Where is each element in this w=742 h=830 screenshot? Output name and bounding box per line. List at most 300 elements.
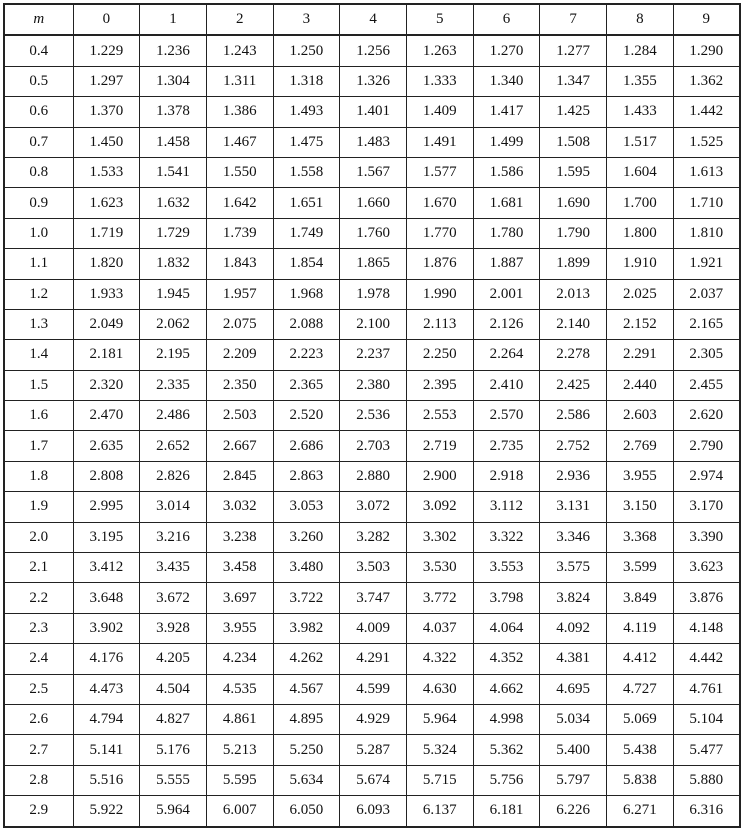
value-cell: 1.719 <box>73 218 140 248</box>
value-cell: 5.477 <box>673 735 740 765</box>
value-cell: 1.854 <box>273 249 340 279</box>
value-cell: 5.595 <box>206 765 273 795</box>
value-cell: 1.362 <box>673 66 740 96</box>
table-row <box>4 249 740 279</box>
value-cell: 3.390 <box>673 522 740 552</box>
value-cell: 2.570 <box>473 401 540 431</box>
value-cell: 2.250 <box>406 340 473 370</box>
table-row <box>4 35 740 66</box>
value-cell: 6.181 <box>473 796 540 827</box>
value-cell: 3.902 <box>73 613 140 643</box>
value-cell: 1.263 <box>406 35 473 66</box>
row-m-cell: 2.2 <box>4 583 73 613</box>
value-cell: 3.648 <box>73 583 140 613</box>
value-cell: 2.195 <box>140 340 207 370</box>
value-cell: 2.553 <box>406 401 473 431</box>
value-cell: 1.378 <box>140 97 207 127</box>
value-cell: 1.832 <box>140 249 207 279</box>
value-cell: 4.234 <box>206 644 273 674</box>
value-cell: 2.790 <box>673 431 740 461</box>
table-row <box>4 218 740 248</box>
table-row <box>4 370 740 400</box>
value-cell: 1.284 <box>607 35 674 66</box>
value-cell: 5.250 <box>273 735 340 765</box>
value-cell: 2.395 <box>406 370 473 400</box>
value-cell: 2.486 <box>140 401 207 431</box>
header-col-7: 7 <box>540 4 607 35</box>
value-cell: 1.700 <box>607 188 674 218</box>
value-cell: 3.260 <box>273 522 340 552</box>
value-cell: 1.876 <box>406 249 473 279</box>
table-row <box>4 401 740 431</box>
value-cell: 3.112 <box>473 492 540 522</box>
table-row <box>4 644 740 674</box>
value-cell: 4.119 <box>607 613 674 643</box>
value-cell: 6.007 <box>206 796 273 827</box>
table-row <box>4 735 740 765</box>
value-cell: 3.955 <box>607 461 674 491</box>
value-cell: 2.025 <box>607 279 674 309</box>
value-cell: 2.088 <box>273 309 340 339</box>
value-cell: 5.287 <box>340 735 407 765</box>
value-cell: 1.978 <box>340 279 407 309</box>
value-cell: 1.370 <box>73 97 140 127</box>
table-row <box>4 279 740 309</box>
value-cell: 6.271 <box>607 796 674 827</box>
value-cell: 3.368 <box>607 522 674 552</box>
value-cell: 1.558 <box>273 157 340 187</box>
value-cell: 1.483 <box>340 127 407 157</box>
value-cell: 3.072 <box>340 492 407 522</box>
value-cell: 3.553 <box>473 553 540 583</box>
value-cell: 1.739 <box>206 218 273 248</box>
value-cell: 5.797 <box>540 765 607 795</box>
header-col-4: 4 <box>340 4 407 35</box>
value-cell: 2.686 <box>273 431 340 461</box>
value-cell: 1.623 <box>73 188 140 218</box>
value-cell: 1.604 <box>607 157 674 187</box>
value-cell: 1.760 <box>340 218 407 248</box>
value-cell: 1.642 <box>206 188 273 218</box>
value-cell: 1.810 <box>673 218 740 248</box>
value-cell: 4.291 <box>340 644 407 674</box>
row-m-cell: 2.3 <box>4 613 73 643</box>
value-cell: 3.575 <box>540 553 607 583</box>
table-row <box>4 765 740 795</box>
value-cell: 3.503 <box>340 553 407 583</box>
value-cell: 1.820 <box>73 249 140 279</box>
value-cell: 1.508 <box>540 127 607 157</box>
value-cell: 1.887 <box>473 249 540 279</box>
value-cell: 1.493 <box>273 97 340 127</box>
value-cell: 4.929 <box>340 704 407 734</box>
value-cell: 3.480 <box>273 553 340 583</box>
value-cell: 2.126 <box>473 309 540 339</box>
value-cell: 3.014 <box>140 492 207 522</box>
value-cell: 1.613 <box>673 157 740 187</box>
table-row <box>4 157 740 187</box>
value-cell: 3.772 <box>406 583 473 613</box>
value-cell: 4.761 <box>673 674 740 704</box>
value-cell: 4.998 <box>473 704 540 734</box>
row-m-cell: 0.5 <box>4 66 73 96</box>
value-cell: 4.794 <box>73 704 140 734</box>
header-col-1: 1 <box>140 4 207 35</box>
value-cell: 1.899 <box>540 249 607 279</box>
value-cell: 3.599 <box>607 553 674 583</box>
value-cell: 2.410 <box>473 370 540 400</box>
value-cell: 1.933 <box>73 279 140 309</box>
value-cell: 1.790 <box>540 218 607 248</box>
value-cell: 6.226 <box>540 796 607 827</box>
value-cell: 2.062 <box>140 309 207 339</box>
value-cell: 4.381 <box>540 644 607 674</box>
value-cell: 6.093 <box>340 796 407 827</box>
value-cell: 2.264 <box>473 340 540 370</box>
value-cell: 1.865 <box>340 249 407 279</box>
value-cell: 1.957 <box>206 279 273 309</box>
value-cell: 5.838 <box>607 765 674 795</box>
value-cell: 1.577 <box>406 157 473 187</box>
value-cell: 1.475 <box>273 127 340 157</box>
value-cell: 3.216 <box>140 522 207 552</box>
value-cell: 2.520 <box>273 401 340 431</box>
row-m-cell: 1.4 <box>4 340 73 370</box>
value-cell: 3.435 <box>140 553 207 583</box>
value-cell: 1.681 <box>473 188 540 218</box>
table-body <box>4 35 740 826</box>
value-cell: 3.672 <box>140 583 207 613</box>
table-row <box>4 553 740 583</box>
value-cell: 1.256 <box>340 35 407 66</box>
value-cell: 4.695 <box>540 674 607 704</box>
value-cell: 2.237 <box>340 340 407 370</box>
value-cell: 3.955 <box>206 613 273 643</box>
row-m-cell: 2.7 <box>4 735 73 765</box>
table-row <box>4 492 740 522</box>
row-m-cell: 1.8 <box>4 461 73 491</box>
value-cell: 2.165 <box>673 309 740 339</box>
row-m-cell: 1.0 <box>4 218 73 248</box>
header-m: m <box>4 4 73 35</box>
value-cell: 2.278 <box>540 340 607 370</box>
row-m-cell: 2.5 <box>4 674 73 704</box>
value-cell: 3.170 <box>673 492 740 522</box>
table-row <box>4 674 740 704</box>
value-cell: 2.470 <box>73 401 140 431</box>
value-cell: 1.290 <box>673 35 740 66</box>
value-cell: 2.291 <box>607 340 674 370</box>
value-cell: 4.262 <box>273 644 340 674</box>
value-cell: 5.141 <box>73 735 140 765</box>
value-cell: 4.009 <box>340 613 407 643</box>
header-col-8: 8 <box>607 4 674 35</box>
header-col-6: 6 <box>473 4 540 35</box>
value-cell: 2.603 <box>607 401 674 431</box>
value-cell: 3.412 <box>73 553 140 583</box>
value-cell: 3.849 <box>607 583 674 613</box>
value-cell: 1.433 <box>607 97 674 127</box>
value-cell: 1.243 <box>206 35 273 66</box>
value-cell: 2.995 <box>73 492 140 522</box>
value-cell: 3.092 <box>406 492 473 522</box>
value-cell: 2.752 <box>540 431 607 461</box>
row-m-cell: 2.1 <box>4 553 73 583</box>
row-m-cell: 2.8 <box>4 765 73 795</box>
table-row <box>4 97 740 127</box>
value-cell: 1.326 <box>340 66 407 96</box>
header-col-9: 9 <box>673 4 740 35</box>
value-cell: 2.209 <box>206 340 273 370</box>
value-cell: 2.075 <box>206 309 273 339</box>
value-cell: 1.250 <box>273 35 340 66</box>
value-cell: 5.324 <box>406 735 473 765</box>
value-cell: 3.722 <box>273 583 340 613</box>
value-cell: 5.034 <box>540 704 607 734</box>
value-cell: 2.918 <box>473 461 540 491</box>
value-cell: 4.861 <box>206 704 273 734</box>
value-cell: 2.652 <box>140 431 207 461</box>
value-cell: 5.400 <box>540 735 607 765</box>
value-cell: 3.322 <box>473 522 540 552</box>
value-cell: 1.921 <box>673 249 740 279</box>
value-cell: 1.533 <box>73 157 140 187</box>
value-cell: 2.365 <box>273 370 340 400</box>
value-cell: 4.662 <box>473 674 540 704</box>
value-cell: 1.990 <box>406 279 473 309</box>
value-cell: 1.586 <box>473 157 540 187</box>
table-row <box>4 309 740 339</box>
value-cell: 5.964 <box>406 704 473 734</box>
row-m-cell: 1.5 <box>4 370 73 400</box>
value-cell: 4.352 <box>473 644 540 674</box>
value-cell: 2.667 <box>206 431 273 461</box>
value-cell: 3.458 <box>206 553 273 583</box>
row-m-cell: 1.9 <box>4 492 73 522</box>
value-cell: 5.438 <box>607 735 674 765</box>
value-cell: 4.727 <box>607 674 674 704</box>
value-cell: 5.362 <box>473 735 540 765</box>
value-cell: 4.504 <box>140 674 207 704</box>
value-cell: 4.599 <box>340 674 407 704</box>
value-cell: 1.491 <box>406 127 473 157</box>
value-cell: 1.229 <box>73 35 140 66</box>
table-header <box>4 4 740 35</box>
table-row <box>4 431 740 461</box>
value-cell: 3.798 <box>473 583 540 613</box>
row-m-cell: 0.8 <box>4 157 73 187</box>
value-cell: 4.092 <box>540 613 607 643</box>
value-cell: 2.440 <box>607 370 674 400</box>
value-cell: 3.876 <box>673 583 740 613</box>
value-cell: 3.623 <box>673 553 740 583</box>
value-cell: 3.928 <box>140 613 207 643</box>
value-cell: 5.715 <box>406 765 473 795</box>
value-cell: 4.895 <box>273 704 340 734</box>
header-col-2: 2 <box>206 4 273 35</box>
value-cell: 3.346 <box>540 522 607 552</box>
value-cell: 1.340 <box>473 66 540 96</box>
value-cell: 2.586 <box>540 401 607 431</box>
value-cell: 3.530 <box>406 553 473 583</box>
value-cell: 6.137 <box>406 796 473 827</box>
value-cell: 1.297 <box>73 66 140 96</box>
value-cell: 5.634 <box>273 765 340 795</box>
value-cell: 1.333 <box>406 66 473 96</box>
value-cell: 3.824 <box>540 583 607 613</box>
value-cell: 4.176 <box>73 644 140 674</box>
value-cell: 1.458 <box>140 127 207 157</box>
value-cell: 5.104 <box>673 704 740 734</box>
value-cell: 5.674 <box>340 765 407 795</box>
value-cell: 1.467 <box>206 127 273 157</box>
row-m-cell: 0.9 <box>4 188 73 218</box>
value-cell: 1.595 <box>540 157 607 187</box>
value-cell: 4.630 <box>406 674 473 704</box>
value-cell: 1.632 <box>140 188 207 218</box>
value-cell: 4.064 <box>473 613 540 643</box>
value-cell: 2.152 <box>607 309 674 339</box>
value-cell: 3.238 <box>206 522 273 552</box>
value-cell: 1.450 <box>73 127 140 157</box>
value-cell: 1.910 <box>607 249 674 279</box>
table-row <box>4 704 740 734</box>
value-cell: 2.863 <box>273 461 340 491</box>
row-m-cell: 1.6 <box>4 401 73 431</box>
value-cell: 3.032 <box>206 492 273 522</box>
value-cell: 1.304 <box>140 66 207 96</box>
value-cell: 3.131 <box>540 492 607 522</box>
value-cell: 2.350 <box>206 370 273 400</box>
value-cell: 2.620 <box>673 401 740 431</box>
value-cell: 1.355 <box>607 66 674 96</box>
value-cell: 2.223 <box>273 340 340 370</box>
value-cell: 1.651 <box>273 188 340 218</box>
value-cell: 4.148 <box>673 613 740 643</box>
value-cell: 2.181 <box>73 340 140 370</box>
value-cell: 5.555 <box>140 765 207 795</box>
value-cell: 1.347 <box>540 66 607 96</box>
value-cell: 4.205 <box>140 644 207 674</box>
value-cell: 4.827 <box>140 704 207 734</box>
value-cell: 2.900 <box>406 461 473 491</box>
value-cell: 2.536 <box>340 401 407 431</box>
table-row <box>4 340 740 370</box>
value-cell: 5.922 <box>73 796 140 827</box>
row-m-cell: 1.1 <box>4 249 73 279</box>
value-cell: 2.936 <box>540 461 607 491</box>
row-m-cell: 1.3 <box>4 309 73 339</box>
value-cell: 3.697 <box>206 583 273 613</box>
table-row <box>4 522 740 552</box>
value-cell: 4.567 <box>273 674 340 704</box>
value-cell: 1.499 <box>473 127 540 157</box>
value-cell: 1.945 <box>140 279 207 309</box>
value-cell: 1.690 <box>540 188 607 218</box>
value-cell: 4.412 <box>607 644 674 674</box>
value-cell: 3.053 <box>273 492 340 522</box>
table-row <box>4 66 740 96</box>
value-cell: 2.974 <box>673 461 740 491</box>
value-cell: 3.195 <box>73 522 140 552</box>
header-col-0: 0 <box>73 4 140 35</box>
value-cell: 1.670 <box>406 188 473 218</box>
value-cell: 1.409 <box>406 97 473 127</box>
value-cell: 1.517 <box>607 127 674 157</box>
value-cell: 3.302 <box>406 522 473 552</box>
value-cell: 3.282 <box>340 522 407 552</box>
value-cell: 5.069 <box>607 704 674 734</box>
value-cell: 1.277 <box>540 35 607 66</box>
value-cell: 6.050 <box>273 796 340 827</box>
value-cell: 1.417 <box>473 97 540 127</box>
value-cell: 2.305 <box>673 340 740 370</box>
value-cell: 5.213 <box>206 735 273 765</box>
value-cell: 5.880 <box>673 765 740 795</box>
row-m-cell: 2.9 <box>4 796 73 827</box>
value-cell: 1.968 <box>273 279 340 309</box>
value-cell: 2.140 <box>540 309 607 339</box>
value-cell: 1.525 <box>673 127 740 157</box>
table-row <box>4 127 740 157</box>
value-cell: 1.442 <box>673 97 740 127</box>
value-cell: 1.770 <box>406 218 473 248</box>
value-cell: 2.455 <box>673 370 740 400</box>
value-cell: 1.236 <box>140 35 207 66</box>
value-cell: 2.808 <box>73 461 140 491</box>
value-cell: 1.401 <box>340 97 407 127</box>
row-m-cell: 0.6 <box>4 97 73 127</box>
value-cell: 6.316 <box>673 796 740 827</box>
value-cell: 2.635 <box>73 431 140 461</box>
value-cell: 1.541 <box>140 157 207 187</box>
value-cell: 2.013 <box>540 279 607 309</box>
row-m-cell: 1.7 <box>4 431 73 461</box>
value-cell: 4.322 <box>406 644 473 674</box>
table-container <box>3 3 741 828</box>
data-table <box>3 3 741 828</box>
value-cell: 2.503 <box>206 401 273 431</box>
value-cell: 1.710 <box>673 188 740 218</box>
value-cell: 2.001 <box>473 279 540 309</box>
value-cell: 2.425 <box>540 370 607 400</box>
value-cell: 2.703 <box>340 431 407 461</box>
value-cell: 4.442 <box>673 644 740 674</box>
value-cell: 2.719 <box>406 431 473 461</box>
value-cell: 1.270 <box>473 35 540 66</box>
value-cell: 2.769 <box>607 431 674 461</box>
table-row <box>4 613 740 643</box>
value-cell: 2.320 <box>73 370 140 400</box>
value-cell: 3.982 <box>273 613 340 643</box>
value-cell: 1.749 <box>273 218 340 248</box>
value-cell: 1.425 <box>540 97 607 127</box>
row-m-cell: 0.4 <box>4 35 73 66</box>
row-m-cell: 2.6 <box>4 704 73 734</box>
value-cell: 2.845 <box>206 461 273 491</box>
value-cell: 1.567 <box>340 157 407 187</box>
header-row <box>4 4 740 35</box>
value-cell: 2.380 <box>340 370 407 400</box>
value-cell: 2.100 <box>340 309 407 339</box>
table-row <box>4 461 740 491</box>
value-cell: 1.386 <box>206 97 273 127</box>
row-m-cell: 1.2 <box>4 279 73 309</box>
value-cell: 1.550 <box>206 157 273 187</box>
value-cell: 1.729 <box>140 218 207 248</box>
value-cell: 5.176 <box>140 735 207 765</box>
table-row <box>4 583 740 613</box>
